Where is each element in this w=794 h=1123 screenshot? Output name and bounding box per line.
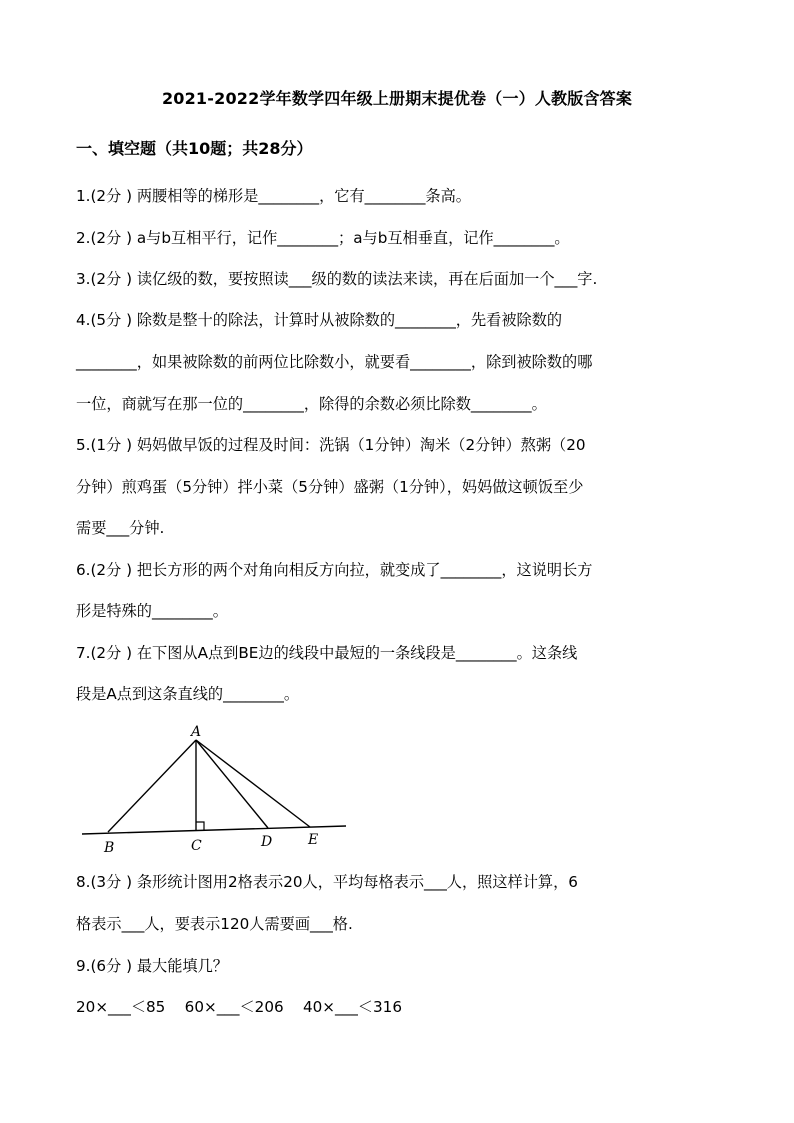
question-7-line-1: 7.(2分 ) 在下图从A点到BE边的线段中最短的一条线段是________。这条线: [76, 644, 578, 662]
question-8-line-2: 格表示___人，要表示120人需要画___格.: [76, 915, 353, 933]
document-title: 2021-2022学年数学四年级上册期末提优卷（一）人教版含答案: [161, 89, 633, 108]
label-d: D: [261, 834, 273, 850]
question-4-line-3: 一位，商就写在那一位的________，除得的余数必须比除数________。: [76, 395, 547, 413]
label-b: B: [104, 840, 115, 856]
triangle-diagram: [76, 722, 356, 862]
segment-ae: [196, 740, 310, 827]
question-5-line-3: 需要___分钟.: [76, 519, 165, 537]
question-7-line-2: 段是A点到这条直线的________。: [76, 685, 300, 703]
question-4-line-1: 4.(5分 ) 除数是整十的除法，计算时从被除数的________，先看被除数的: [76, 311, 563, 329]
question-5-line-2: 分钟）煎鸡蛋（5分钟）拌小菜（5分钟）盛粥（1分钟），妈妈做这顿饭至少: [76, 478, 584, 496]
label-c: C: [191, 838, 202, 854]
question-8-line-1: 8.(3分 ) 条形统计图用2格表示20人，平均每格表示___人，照这样计算，6: [76, 873, 578, 891]
question-9-line-2: 20×___＜85 60×___＜206 40×___＜316: [76, 998, 402, 1016]
segment-ad: [196, 740, 268, 828]
question-1-line: 1.(2分 ) 两腰相等的梯形是________，它有________条高。: [76, 187, 471, 205]
question-3-line: 3.(2分 ) 读亿级的数，要按照读___级的数的读法来读，再在后面加一个___字.: [76, 270, 598, 288]
geometry-figure: [76, 722, 356, 866]
segment-ab: [108, 740, 196, 832]
question-6-line-2: 形是特殊的________。: [76, 602, 228, 620]
question-5-line-1: 5.(1分 ) 妈妈做早饭的过程及时间：洗锅（1分钟）淘米（2分钟）熬粥（20: [76, 436, 586, 454]
label-e: E: [308, 832, 319, 848]
question-2-line: 2.(2分 ) a与b互相平行，记作________；a与b互相垂直，记作________。: [76, 229, 570, 247]
question-6-line-1: 6.(2分 ) 把长方形的两个对角向相反方向拉，就变成了________，这说明长方: [76, 561, 593, 579]
label-a: A: [191, 724, 202, 740]
right-angle-mark: [196, 822, 204, 830]
question-9-line-1: 9.(6分 ) 最大能填几？: [76, 957, 228, 975]
section-title: 一、填空题（共10题；共28分）: [76, 139, 313, 158]
question-4-line-2: ________，如果被除数的前两位比除数小，就要看________，除到被除数的哪: [76, 353, 593, 371]
base-line: [82, 826, 346, 834]
